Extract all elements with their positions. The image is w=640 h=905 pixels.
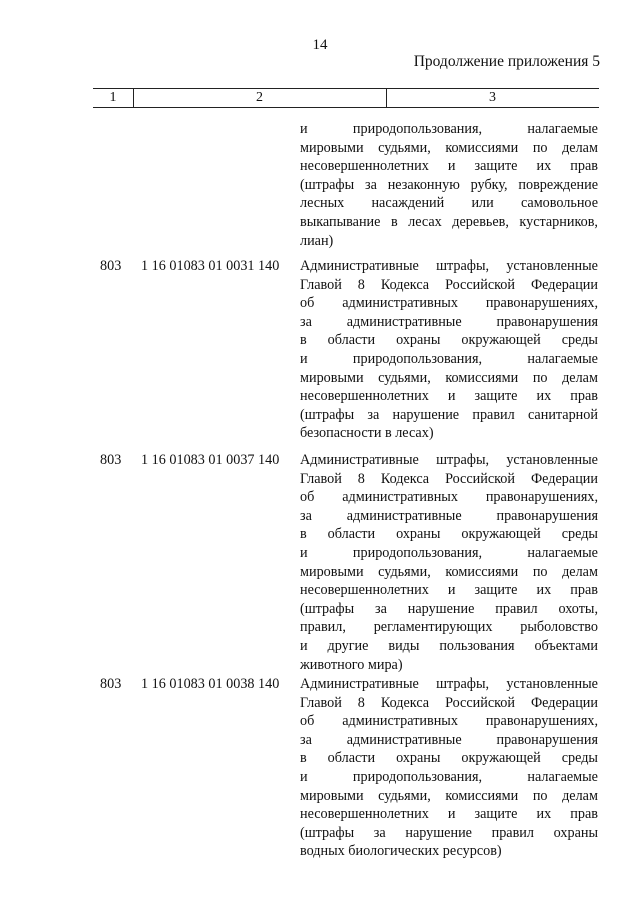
- description-word: правил,: [300, 619, 346, 636]
- description-word: (штрафы: [300, 406, 355, 423]
- description-word: охраны: [553, 824, 598, 841]
- description-word: за: [373, 824, 386, 841]
- description-word: 8: [357, 276, 365, 293]
- description-line: [300, 176, 598, 195]
- description-word: штрафы,: [436, 452, 490, 468]
- description-word: Российской: [445, 276, 515, 293]
- description-line: водных биологических ресурсов): [300, 843, 502, 860]
- description-line: [300, 712, 598, 731]
- table-header: [93, 88, 599, 108]
- description-word: мировыми: [300, 563, 364, 580]
- description-line: [300, 470, 598, 489]
- description-line: [300, 544, 598, 563]
- description-line: [300, 787, 598, 806]
- description-word: среды: [561, 750, 598, 767]
- description-word: природопользования,: [352, 544, 483, 561]
- description-word: делам: [562, 787, 598, 804]
- description-line: [300, 257, 598, 276]
- description-word: Федерации: [530, 470, 598, 487]
- description-word: Российской: [445, 694, 515, 711]
- description-word: и: [300, 768, 308, 785]
- description-word: кустарников,: [519, 213, 598, 230]
- description-word: правил: [472, 406, 515, 423]
- description-word: несовершеннолетних: [300, 388, 429, 405]
- description-word: в: [300, 526, 307, 543]
- description-line: лиан): [300, 232, 334, 249]
- description-word: административные: [346, 313, 462, 330]
- description-line: [300, 369, 598, 388]
- description-word: об: [300, 489, 315, 506]
- description-word: объектами: [534, 637, 598, 654]
- description-word: среды: [561, 526, 598, 543]
- description-word: по: [532, 139, 548, 156]
- description-word: (штрафы: [300, 176, 355, 193]
- description-word: прав: [570, 158, 598, 175]
- description-word: Административные: [300, 258, 419, 274]
- description-word: правил: [491, 824, 534, 841]
- description-word: Кодекса: [380, 470, 430, 487]
- description-word: прав: [570, 806, 598, 823]
- description-line: [300, 805, 598, 824]
- description-line: [300, 694, 598, 713]
- description-line: безопасности в лесах): [300, 425, 434, 442]
- description-word: нарушение: [405, 824, 472, 841]
- description-word: делам: [562, 369, 598, 386]
- description-word: виды: [388, 637, 420, 654]
- description-word: несовершеннолетних: [300, 806, 429, 823]
- admin-code: 803: [100, 676, 122, 692]
- row-description: [300, 120, 598, 250]
- description-word: области: [327, 750, 376, 767]
- description-word: и: [300, 544, 308, 561]
- row-description: [300, 257, 598, 443]
- description-word: нарушение: [407, 600, 475, 617]
- description-word: установленные: [506, 452, 598, 468]
- description-word: административные: [346, 731, 462, 748]
- description-word: области: [327, 332, 376, 349]
- description-word: делам: [562, 139, 598, 156]
- description-word: мировыми: [300, 787, 364, 804]
- description-word: Федерации: [530, 276, 598, 293]
- description-word: Административные: [300, 676, 419, 692]
- description-word: судьями,: [378, 369, 431, 386]
- description-word: за: [375, 600, 387, 617]
- description-line: [300, 139, 598, 158]
- description-word: охраны: [396, 750, 441, 767]
- description-word: и: [447, 158, 456, 175]
- description-word: штрафы,: [436, 258, 490, 274]
- description-line: [300, 451, 598, 470]
- description-line: [300, 525, 598, 544]
- description-word: и: [447, 582, 456, 599]
- description-word: за: [300, 507, 312, 524]
- description-word: административных: [342, 713, 458, 730]
- admin-code: 803: [100, 452, 122, 468]
- description-word: правонарушениях,: [485, 713, 598, 730]
- description-line: [300, 507, 598, 526]
- description-word: мировыми: [300, 139, 364, 156]
- description-word: за: [300, 313, 312, 330]
- description-word: правонарушениях,: [485, 295, 598, 312]
- description-word: по: [532, 369, 548, 386]
- description-word: самовольное: [520, 195, 598, 212]
- description-line: [300, 276, 598, 295]
- description-line: [300, 581, 598, 600]
- description-line: [300, 563, 598, 582]
- description-word: Кодекса: [380, 276, 430, 293]
- description-word: деревьев,: [452, 213, 509, 230]
- header-col-2: 2: [133, 89, 387, 107]
- description-word: нарушение: [392, 406, 460, 423]
- description-line: [300, 406, 598, 425]
- budget-code: 1 16 01083 01 0031 140: [141, 258, 280, 274]
- description-line: [300, 488, 598, 507]
- description-word: окружающей: [461, 750, 541, 767]
- description-word: по: [532, 563, 548, 580]
- description-word: за: [367, 406, 380, 423]
- description-word: регламентирующих: [373, 619, 493, 636]
- description-word: за: [300, 731, 312, 748]
- description-word: прав: [570, 388, 598, 405]
- description-line: [300, 749, 598, 768]
- description-word: Главой: [300, 694, 342, 711]
- description-word: природопользования,: [352, 350, 483, 367]
- budget-code: 1 16 01083 01 0038 140: [141, 676, 280, 692]
- description-line: [300, 313, 598, 332]
- description-line: [300, 768, 598, 787]
- description-word: их: [536, 158, 552, 175]
- description-line: [300, 387, 598, 406]
- description-word: административных: [342, 489, 458, 506]
- description-word: 8: [357, 470, 365, 487]
- description-word: административных: [342, 295, 458, 312]
- header-col-3: 3: [489, 90, 496, 105]
- description-line: [300, 824, 598, 843]
- description-word: административные: [346, 507, 462, 524]
- description-word: Российской: [445, 470, 515, 487]
- description-word: правонарушения: [496, 313, 598, 330]
- description-word: об: [300, 295, 315, 312]
- description-word: их: [536, 388, 552, 405]
- description-word: комиссиями: [445, 139, 519, 156]
- description-word: установленные: [506, 676, 598, 692]
- description-word: окружающей: [461, 526, 541, 543]
- description-word: налагаемые: [527, 768, 598, 785]
- description-line: [300, 213, 598, 232]
- description-word: или: [471, 195, 494, 212]
- description-word: (штрафы: [300, 824, 355, 841]
- description-line: [300, 731, 598, 750]
- continuation-title: Продолжение приложения 5: [413, 53, 600, 70]
- description-word: в: [300, 750, 307, 767]
- description-word: правонарушения: [496, 507, 598, 524]
- description-word: защите: [474, 158, 518, 175]
- description-word: Главой: [300, 470, 342, 487]
- description-word: области: [327, 526, 376, 543]
- description-line: [300, 331, 598, 350]
- description-word: и: [447, 388, 456, 405]
- description-word: Федерации: [530, 694, 598, 711]
- description-line: [300, 637, 598, 656]
- description-word: выкапывание: [300, 213, 381, 230]
- description-line: [300, 618, 598, 637]
- description-line: [300, 194, 598, 213]
- description-word: Главой: [300, 276, 342, 293]
- description-line: [300, 600, 598, 619]
- admin-code: 803: [100, 258, 122, 274]
- description-word: комиссиями: [445, 787, 519, 804]
- description-word: об: [300, 713, 315, 730]
- description-word: другие: [327, 637, 369, 654]
- description-word: повреждение: [518, 176, 598, 193]
- description-word: и: [300, 350, 308, 367]
- description-word: налагаемые: [527, 121, 598, 137]
- description-word: лесах: [408, 213, 442, 230]
- description-word: правонарушениях,: [485, 489, 598, 506]
- description-word: охраны: [396, 526, 441, 543]
- description-word: правил: [495, 600, 538, 617]
- description-word: несовершеннолетних: [300, 582, 429, 599]
- description-word: незаконную: [387, 176, 460, 193]
- description-line: [300, 120, 598, 139]
- description-word: и: [447, 806, 456, 823]
- description-word: правонарушения: [496, 731, 598, 748]
- description-word: комиссиями: [445, 563, 519, 580]
- description-word: защите: [474, 388, 518, 405]
- description-word: в: [300, 332, 307, 349]
- description-word: налагаемые: [527, 350, 598, 367]
- description-word: пользования: [439, 637, 515, 654]
- description-word: защите: [474, 806, 518, 823]
- description-line: животного мира): [300, 656, 403, 673]
- description-word: среды: [561, 332, 598, 349]
- description-word: рубку,: [470, 176, 508, 193]
- description-word: мировыми: [300, 369, 364, 386]
- description-word: окружающей: [461, 332, 541, 349]
- description-word: природопользования,: [352, 768, 483, 785]
- description-word: налагаемые: [527, 544, 598, 561]
- description-word: Кодекса: [380, 694, 430, 711]
- description-word: 8: [357, 694, 365, 711]
- description-word: санитарной: [527, 406, 598, 423]
- description-word: насаждений: [371, 195, 445, 212]
- description-word: их: [536, 582, 552, 599]
- description-word: природопользования,: [352, 121, 483, 137]
- description-word: штрафы,: [436, 676, 490, 692]
- description-word: несовершеннолетних: [300, 158, 429, 175]
- header-col-1: 1: [93, 89, 134, 107]
- description-line: [300, 157, 598, 176]
- description-word: (штрафы: [300, 600, 355, 617]
- description-word: по: [532, 787, 548, 804]
- description-word: за: [364, 176, 377, 193]
- description-word: делам: [562, 563, 598, 580]
- description-word: защите: [474, 582, 518, 599]
- description-word: комиссиями: [445, 369, 519, 386]
- description-word: лесных: [300, 195, 345, 212]
- budget-code: 1 16 01083 01 0037 140: [141, 452, 280, 468]
- description-line: [300, 294, 598, 313]
- row-description: [300, 675, 598, 861]
- description-word: судьями,: [378, 787, 431, 804]
- description-word: их: [536, 806, 552, 823]
- description-line: [300, 675, 598, 694]
- description-word: судьями,: [378, 139, 431, 156]
- description-word: установленные: [506, 258, 598, 274]
- description-word: охраны: [396, 332, 441, 349]
- description-word: и: [300, 637, 308, 654]
- description-word: в: [390, 213, 398, 230]
- description-word: и: [300, 121, 308, 137]
- page-number: 14: [312, 37, 328, 53]
- description-word: судьями,: [378, 563, 431, 580]
- description-word: Административные: [300, 452, 419, 468]
- description-line: [300, 350, 598, 369]
- row-description: [300, 451, 598, 674]
- description-word: охоты,: [558, 600, 598, 617]
- description-word: рыболовство: [520, 619, 598, 636]
- description-word: прав: [570, 582, 598, 599]
